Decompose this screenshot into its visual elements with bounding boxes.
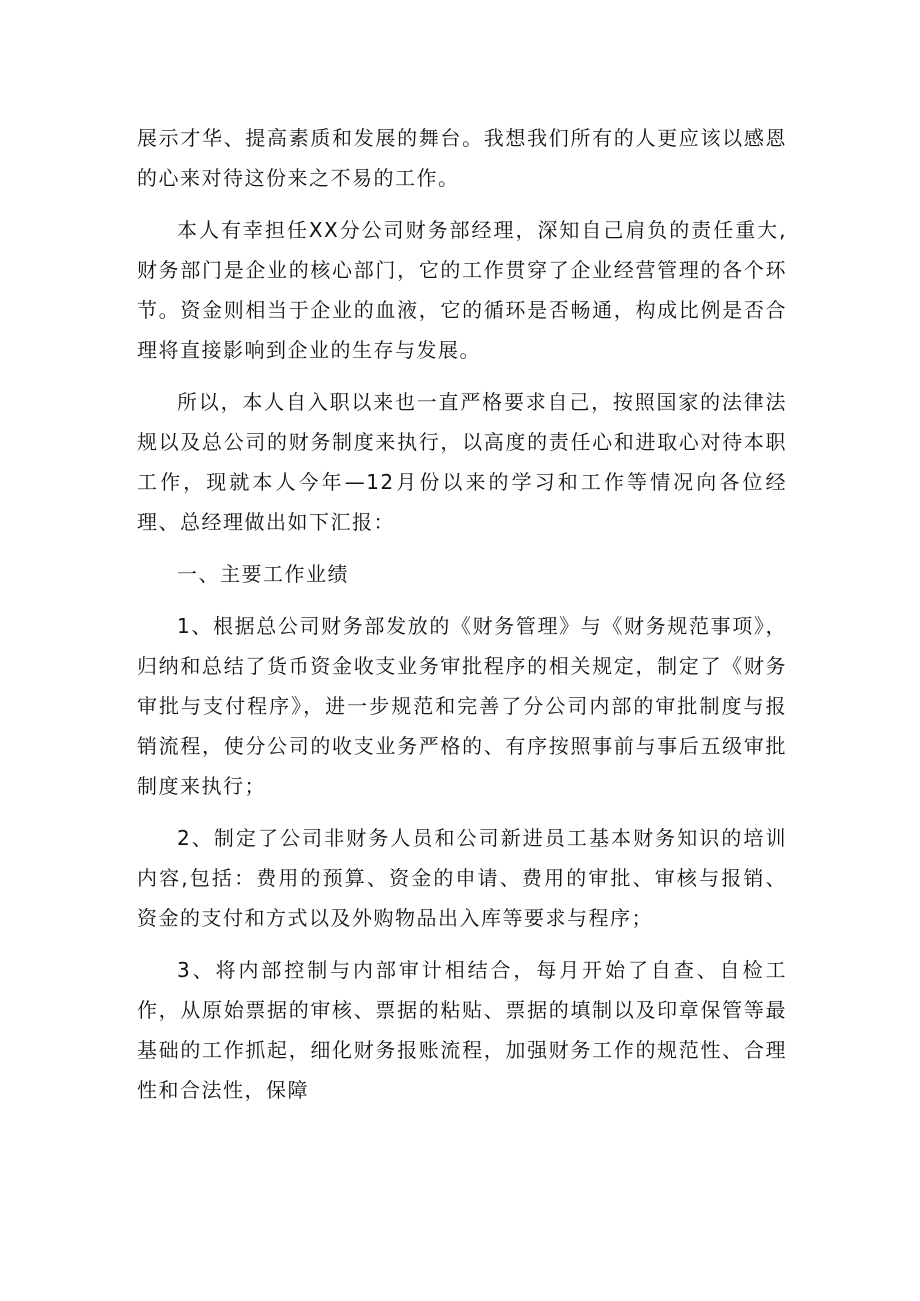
paragraph-continuation: 展示才华、提高素质和发展的舞台。我想我们所有的人更应该以感恩的心来对待这份来之不易的工作。: [137, 126, 787, 190]
section-heading-main-achievements: 一、主要工作业绩: [177, 562, 349, 586]
list-item-3: 3、将内部控制与内部审计相结合，每月开始了自查、自检工作，从原始票据的审核、票据的粘贴、票据的填制以及印章保管等最基础的工作抓起，细化财务报账流程，加强财务工作的规范性、合理性和合法性，保障: [137, 958, 787, 1102]
paragraph-report-preface: 所以，本人自入职以来也一直严格要求自己，按照国家的法律法规以及总公司的财务制度来执行，以高度的责任心和进取心对待本职工作，现就本人今年—12月份以来的学习和工作等情况向各位经理、总经理做出如下汇报：: [137, 390, 787, 534]
paragraph-role-introduction: 本人有幸担任XX分公司财务部经理，深知自己肩负的责任重大,财务部门是企业的核心部门，它的工作贯穿了企业经营管理的各个环节。资金则相当于企业的血液，它的循环是否畅通，构成比例是否合理将直接影响到企业的生存与发展。: [137, 218, 787, 362]
list-item-2: 2、制定了公司非财务人员和公司新进员工基本财务知识的培训内容,包括：费用的预算、资金的申请、费用的审批、审核与报销、资金的支付和方式以及外购物品出入库等要求与程序；: [137, 826, 787, 930]
list-item-1: 1、根据总公司财务部发放的《财务管理》与《财务规范事项》，归纳和总结了货币资金收支业务审批程序的相关规定，制定了《财务审批与支付程序》，进一步规范和完善了分公司内部的审批制度与报销流程，使分公司的收支业务严格的、有序按照事前与事后五级审批制度来执行；: [137, 614, 787, 798]
document-body: [137, 118, 787, 1110]
